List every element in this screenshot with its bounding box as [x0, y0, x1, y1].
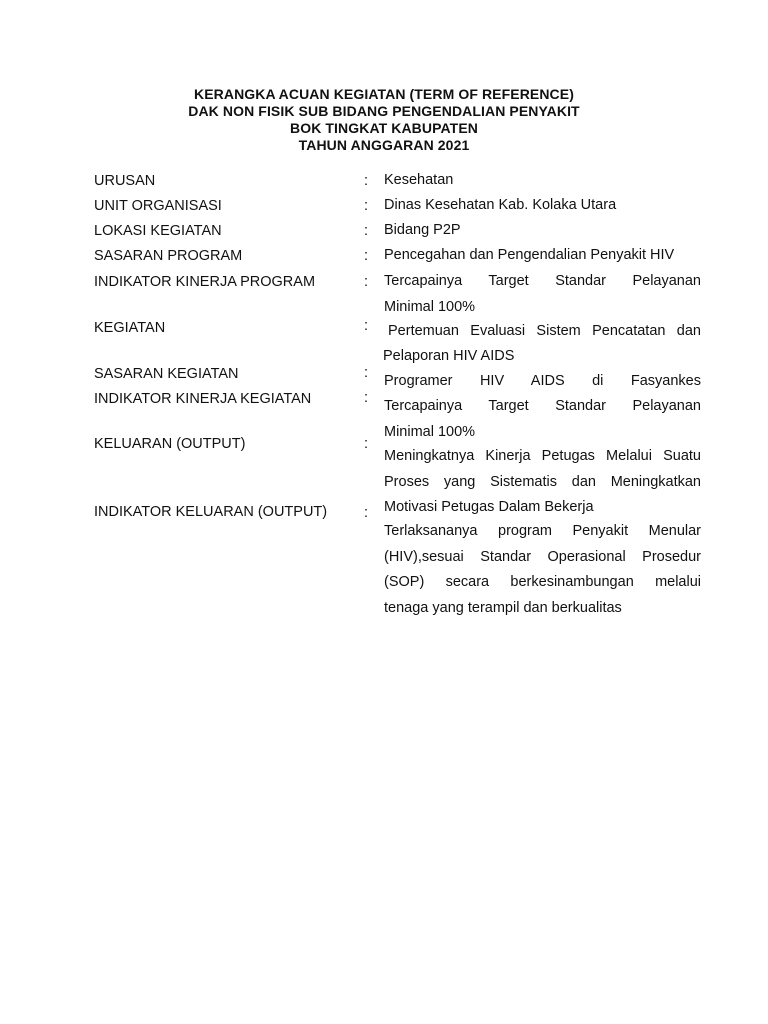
indikator-keluaran-value — [384, 519, 701, 621]
sasaran-program-value: Pencegahan dan Pengendalian Penyakit HIV — [384, 247, 675, 263]
urusan-value: Kesehatan — [384, 172, 454, 188]
keluaran-value-line: Proses yang Sistematis dan Meningkatkan — [384, 473, 701, 490]
sasaran-kegiatan-value — [384, 369, 701, 395]
indikator-keluaran-value-line: Terlaksananya program Penyakit Menular — [384, 523, 701, 539]
title-line-3: BOK TINGKAT KABUPATEN — [290, 120, 478, 136]
indikator-kinerja-program-value — [384, 269, 701, 320]
sasaran-program-colon: : — [364, 248, 369, 264]
indikator-keluaran-label: INDIKATOR KELUARAN (OUTPUT) — [94, 504, 328, 520]
indikator-kinerja-program-value-line: Tercapainya Target Standar Pelayanan — [384, 273, 701, 289]
sasaran-kegiatan-colon: : — [364, 365, 369, 381]
lokasi-kegiatan-value: Bidang P2P — [384, 222, 461, 238]
unit-organisasi-colon: : — [364, 198, 369, 214]
keluaran-label: KELUARAN (OUTPUT) — [94, 436, 246, 452]
indikator-keluaran-value-line: tenaga yang terampil dan berkualitas — [384, 599, 622, 616]
kegiatan-colon: : — [364, 318, 369, 334]
document-title — [0, 86, 768, 154]
sasaran-kegiatan-label: SASARAN KEGIATAN — [94, 366, 239, 382]
unit-organisasi-label: UNIT ORGANISASI — [94, 198, 222, 214]
keluaran-value-line: Meningkatnya Kinerja Petugas Melalui Suatu — [384, 448, 701, 464]
indikator-kinerja-program-label: INDIKATOR KINERJA PROGRAM — [94, 274, 316, 290]
sasaran-kegiatan-value-line: Programer HIV AIDS di Fasyankes — [384, 373, 701, 389]
indikator-keluaran-colon: : — [364, 505, 369, 521]
indikator-kinerja-kegiatan-value-line: Minimal 100% — [384, 423, 476, 440]
kegiatan-label: KEGIATAN — [94, 320, 166, 336]
keluaran-value — [384, 444, 701, 521]
indikator-kinerja-program-value-line: Minimal 100% — [384, 298, 476, 315]
keluaran-value-line: Motivasi Petugas Dalam Bekerja — [384, 499, 594, 515]
title-line-1: KERANGKA ACUAN KEGIATAN (TERM OF REFERENCE) — [194, 86, 574, 102]
keluaran-colon: : — [364, 436, 369, 452]
lokasi-kegiatan-label: LOKASI KEGIATAN — [94, 223, 222, 239]
kegiatan-value-line: Pelaporan HIV AIDS — [383, 348, 515, 364]
urusan-colon: : — [364, 173, 369, 189]
indikator-kinerja-program-colon: : — [364, 274, 369, 290]
indikator-kinerja-kegiatan-colon: : — [364, 390, 369, 406]
kegiatan-value-line: Pertemuan Evaluasi Sistem Pencatatan dan — [388, 323, 701, 339]
kegiatan-value — [388, 319, 701, 345]
lokasi-kegiatan-colon: : — [364, 223, 369, 239]
unit-organisasi-value: Dinas Kesehatan Kab. Kolaka Utara — [384, 197, 617, 213]
sasaran-program-label: SASARAN PROGRAM — [94, 248, 243, 264]
indikator-kinerja-kegiatan-value-line: Tercapainya Target Standar Pelayanan — [384, 398, 701, 414]
indikator-keluaran-value-line: (SOP) secara berkesinambungan melalui — [384, 574, 701, 590]
title-line-4: TAHUN ANGGARAN 2021 — [298, 137, 470, 153]
kegiatan-value-cont — [383, 344, 700, 370]
indikator-kinerja-kegiatan-value — [384, 394, 701, 445]
urusan-label: URUSAN — [94, 173, 156, 189]
indikator-keluaran-value-line: (HIV),sesuai Standar Operasional Prosedur — [384, 548, 701, 565]
indikator-kinerja-kegiatan-label: INDIKATOR KINERJA KEGIATAN — [94, 391, 312, 407]
title-line-2: DAK NON FISIK SUB BIDANG PENGENDALIAN PENYAKIT — [188, 103, 580, 119]
